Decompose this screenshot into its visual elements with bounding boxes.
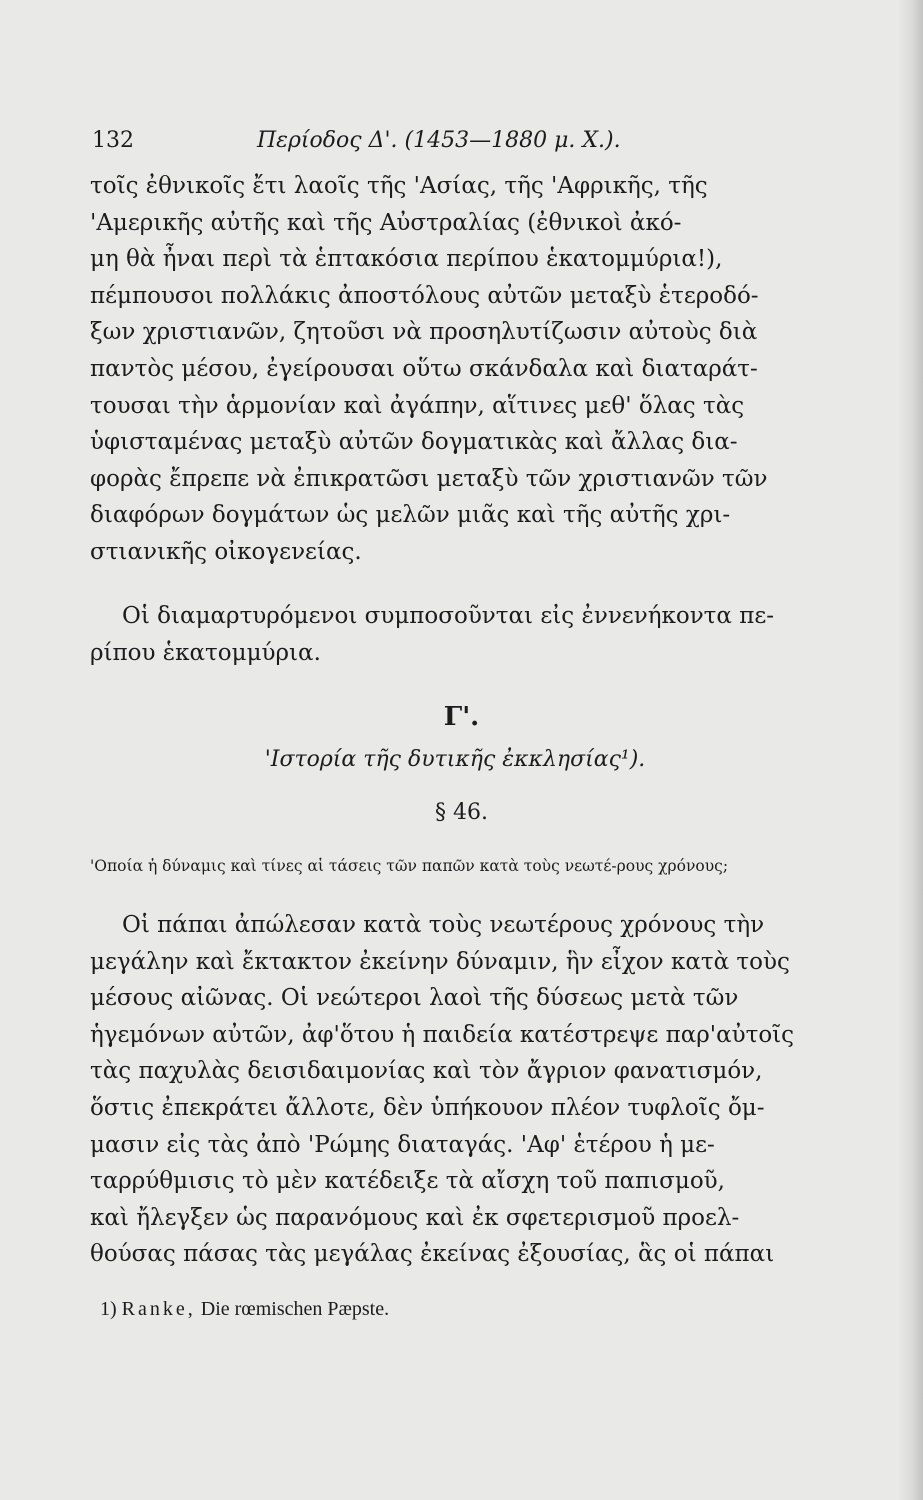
text-line: στιανικῆς οἰκογενείας. [90,538,362,565]
paragraph-popes [90,907,815,1273]
text-line: τὰς παχυλὰς δεισιδαιμονίας καὶ τὸν ἄγριον φανατισμόν, [90,1058,763,1085]
text-line: διαφόρων δογμάτων ὡς μελῶν μιᾶς καὶ τῆς αὐτῆς χρι- [90,502,731,529]
text-line: ταρρύθμισις τὸ μὲν κατέδειξε τὰ αἴσχη τοῦ παπισμοῦ, [90,1168,725,1195]
page-edge-shadow [897,0,923,1500]
text-line: τουσαι τὴν ἁρμονίαν καὶ ἀγάπην, αἵτινες μεθ' ὅλας τὰς [90,392,745,419]
section-question: 'Οποία ἡ δύναμις καὶ τίνες αἱ τάσεις τῶν παπῶν κατὰ τοὺς νεωτέ-ρους χρόνους; [90,857,729,875]
text-line: ὅστις ἐπεκράτει ἄλλοτε, δὲν ὑπήκουον πλέον τυφλοῖς ὄμ- [90,1094,765,1121]
text-line: φορὰς ἔπρεπε νὰ ἐπικρατῶσι μεταξὺ τῶν χριστιανῶν τῶν [90,465,768,492]
footnote [100,1298,389,1321]
running-title: Περίοδος Δ'. (1453—1880 μ. Χ.). [257,128,621,153]
text-line: μέσους αἰῶνας. Οἱ νεώτεροι λαοὶ τῆς δύσεως μετὰ τῶν [90,985,739,1012]
text-line: Οἱ πάπαι ἀπώλεσαν κατὰ τοὺς νεωτέρους χρόνους τὴν [122,912,765,938]
text-line: μασιν εἰς τὰς ἀπὸ 'Ρώμης διαταγάς. 'Αφ' ἑτέρου ἡ με- [90,1131,715,1158]
text-line: μη θὰ ἦναι περὶ τὰ ἑπτακόσια περίπου ἑκατομμύρια!), [90,246,723,273]
text-line: Οἱ διαμαρτυρόμενοι συμποσοῦνται εἰς ἐννενήκοντα πε- [122,603,775,629]
text-line: θούσας πάσας τὰς μεγάλας ἐκείνας ἐξουσίας, ἃς οἱ πάπαι [90,1241,775,1268]
text-line: 'Αμερικῆς αὐτῆς καὶ τῆς Αὐστραλίας (ἐθνικοὶ ἀκό- [90,209,682,236]
section-title: 'Ιστορία τῆς δυτικῆς ἐκκλησίας¹). [264,747,646,772]
text-line: ρίπου ἑκατομμύρια. [90,639,321,666]
footnote-work: Die rœmischen Pæpste. [200,1298,390,1320]
section-letter: Γ'. [443,702,480,732]
text-line: ἡγεμόνων αὐτῶν, ἀφ'ὅτου ἡ παιδεία κατέστρεψε παρ'αὐτοῖς [90,1021,795,1048]
footnote-marker: 1) [100,1298,117,1320]
text-line: καὶ ἤλεγξεν ὡς παρανόμους καὶ ἐκ σφετερισμοῦ προελ- [90,1204,740,1231]
paragraph-number: § 46. [435,800,488,825]
text-line: μεγάλην καὶ ἔκτακτον ἐκείνην δύναμιν, ἣν εἶχον κατὰ τοὺς [90,948,790,975]
page-number: 132 [92,128,134,153]
page-header [92,128,812,164]
text-line: τοῖς ἐθνικοῖς ἔτι λαοῖς τῆς 'Ασίας, τῆς 'Αφρικῆς, τῆς [90,173,708,199]
paragraph-protestant-count [90,598,815,671]
text-line: παντὸς μέσου, ἐγείρουσαι οὕτω σκάνδαλα καὶ διαταράτ- [90,355,758,382]
text-line: ξων χριστιανῶν, ζητοῦσι νὰ προσηλυτίζωσιν αὐτοὺς διὰ [90,319,758,346]
text-line: ὑφισταμένας μεταξὺ αὐτῶν δογματικὰς καὶ ἄλλας δια- [90,429,738,456]
footnote-author: Ranke, [121,1298,196,1320]
text-line: πέμπουσοι πολλάκις ἀποστόλους αὐτῶν μεταξὺ ἑτεροδό- [90,282,759,309]
paragraph-heathen-peoples [90,168,815,571]
